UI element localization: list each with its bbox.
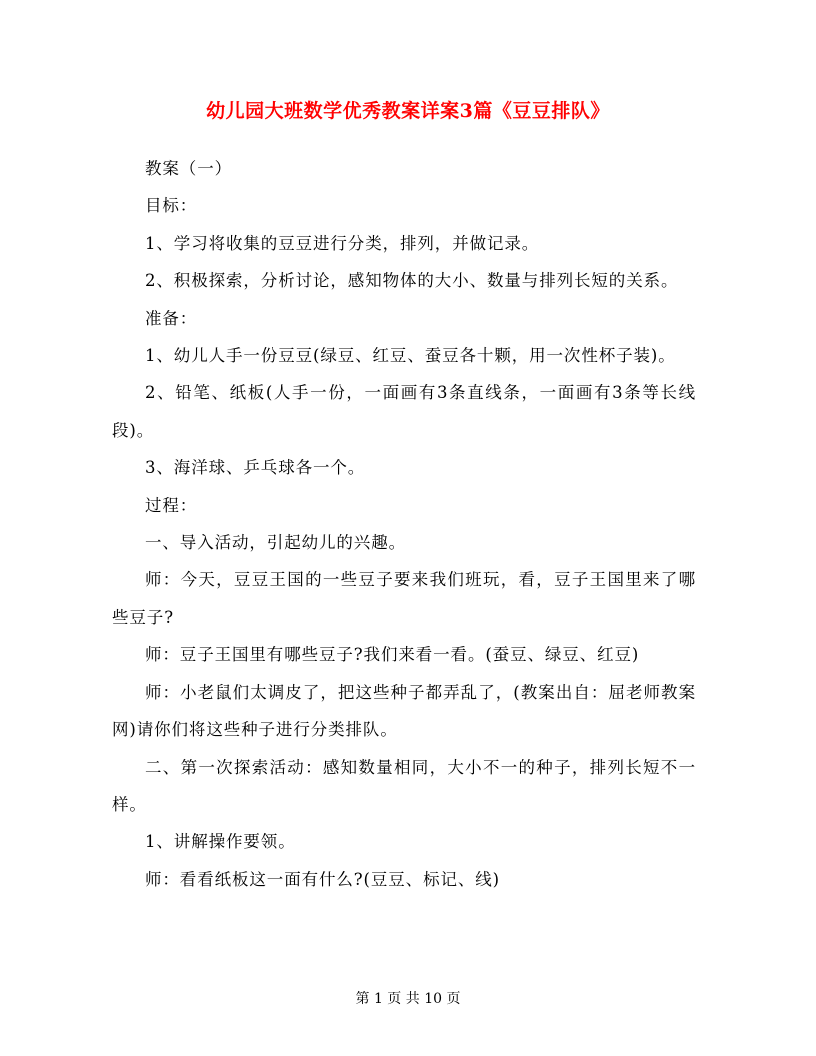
paragraph: 目标： [145, 196, 198, 216]
paragraph: 师：看看纸板这一面有什么?(豆豆、标记、线) [145, 869, 501, 889]
paragraph: 二、第一次探索活动：感知数量相同，大小不一的种子，排列长短不一样。 [112, 757, 696, 814]
document-title: 幼儿园大班数学优秀教案详案3篇《豆豆排队》 [206, 100, 610, 122]
paragraph: 师：小老鼠们太调皮了，把这些种子都弄乱了，(教案出自：屈老师教案网)请你们将这些种子进行分类排队。 [112, 682, 696, 740]
page-footer: 第 1 页 共 10 页 [355, 991, 461, 1007]
paragraph: 教案（一） [145, 159, 232, 178]
paragraph: 一、导入活动，引起幼儿的兴趣。 [145, 533, 406, 553]
paragraph: 2、积极探索，分析讨论，感知物体的大小、数量与排列长短的关系。 [145, 271, 679, 291]
paragraph: 1、讲解操作要领。 [145, 832, 296, 852]
paragraph: 3、海洋球、乒乓球各一个。 [145, 458, 366, 478]
paragraph: 过程： [145, 495, 198, 515]
paragraph: 1、学习将收集的豆豆进行分类，排列，并做记录。 [145, 233, 540, 253]
paragraph: 准备： [145, 308, 198, 328]
paragraph: 1、幼儿人手一份豆豆(绿豆、红豆、蚕豆各十颗，用一次性杯子装)。 [145, 346, 676, 366]
paragraph: 师：豆子王国里有哪些豆子?我们来看一看。(蚕豆、绿豆、红豆) [145, 645, 640, 665]
paragraph: 2、铅笔、纸板(人手一份，一面画有3条直线条，一面画有3条等长线段)。 [112, 383, 696, 440]
document-body [112, 150, 696, 898]
paragraph: 师：今天，豆豆王国的一些豆子要来我们班玩，看，豆子王国里来了哪些豆子? [112, 570, 696, 627]
